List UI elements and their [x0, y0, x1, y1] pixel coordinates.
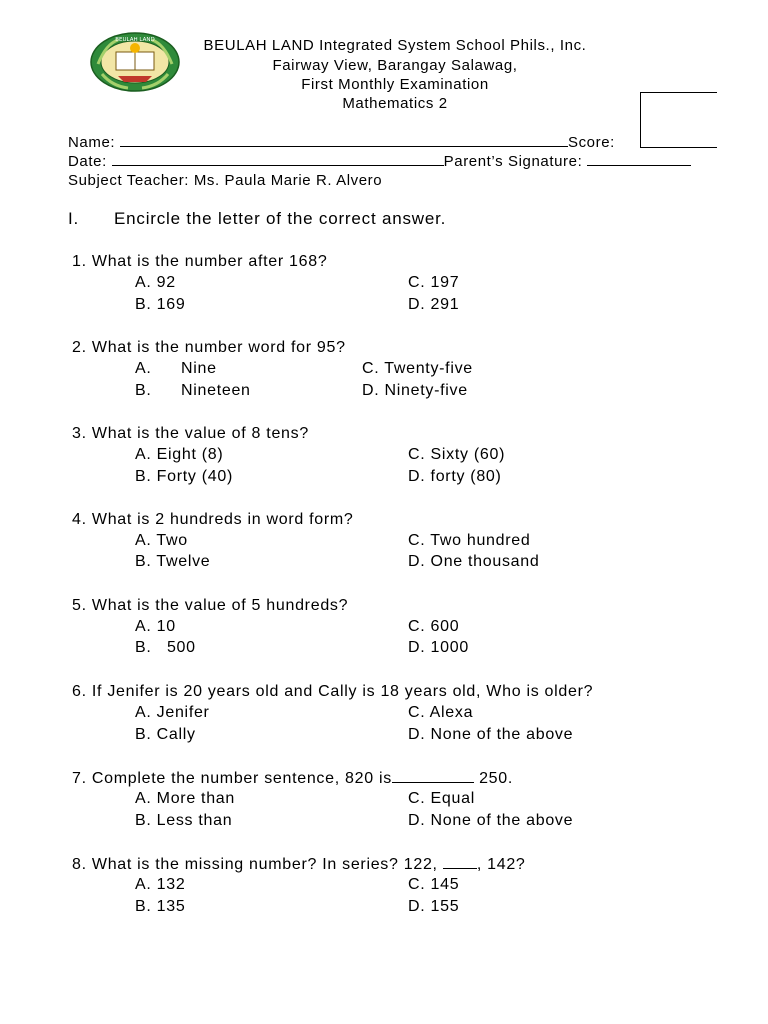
- question-8: [72, 855, 526, 874]
- q1-option-c[interactable]: C. 197: [408, 274, 460, 291]
- q5-option-a[interactable]: A. 10: [135, 618, 176, 635]
- question-5: 5. What is the value of 5 hundreds?: [72, 597, 349, 614]
- school-name: BEULAH LAND Integrated System School Phils., Inc.: [203, 37, 587, 54]
- question-8-text-start: 8. What is the missing number? In series? 122,: [72, 856, 443, 873]
- q7-option-a[interactable]: A. More than: [135, 790, 236, 807]
- q2-option-d[interactable]: D. Ninety-five: [362, 382, 468, 399]
- q4-option-a[interactable]: A. Two: [135, 532, 188, 549]
- question-8-text-end: , 142?: [476, 856, 526, 873]
- question-6: 6. If Jenifer is 20 years old and Cally is 18 years old, Who is older?: [72, 683, 594, 700]
- subject-teacher: Subject Teacher: Ms. Paula Marie R. Alvero: [68, 172, 383, 189]
- question-3: 3. What is the value of 8 tens?: [72, 425, 309, 442]
- svg-text:BEULAH LAND: BEULAH LAND: [115, 37, 155, 43]
- date-field[interactable]: [112, 153, 444, 166]
- exam-title: First Monthly Examination: [301, 76, 489, 93]
- question-2: 2. What is the number word for 95?: [72, 339, 346, 356]
- q1-option-d[interactable]: D. 291: [408, 296, 460, 313]
- q4-option-d[interactable]: D. One thousand: [408, 553, 540, 570]
- q4-option-b[interactable]: B. Twelve: [135, 553, 211, 570]
- subject-title: Mathematics 2: [342, 95, 448, 112]
- q4-option-c[interactable]: C. Two hundred: [408, 532, 531, 549]
- q7-option-c[interactable]: C. Equal: [408, 790, 475, 807]
- q2-option-a-text[interactable]: Nine: [181, 360, 217, 377]
- question-7-text-start: 7. Complete the number sentence, 820 is: [72, 770, 392, 787]
- school-address: Fairway View, Barangay Salawag,: [272, 57, 518, 74]
- q2-option-b-text[interactable]: Nineteen: [181, 382, 251, 399]
- question-7: [72, 769, 513, 788]
- q2-option-a-letter[interactable]: A.: [135, 360, 152, 377]
- date-row: [68, 153, 691, 170]
- q6-option-b[interactable]: B. Cally: [135, 726, 196, 743]
- section-instruction: Encircle the letter of the correct answer.: [114, 209, 447, 228]
- q1-option-b[interactable]: B. 169: [135, 296, 186, 313]
- q1-option-a[interactable]: A. 92: [135, 274, 176, 291]
- q2-option-c[interactable]: C. Twenty-five: [362, 360, 473, 377]
- q3-option-d[interactable]: D. forty (80): [408, 468, 502, 485]
- q8-option-b[interactable]: B. 135: [135, 898, 186, 915]
- q3-option-c[interactable]: C. Sixty (60): [408, 446, 506, 463]
- question-7-text-end: 250.: [473, 770, 514, 787]
- q5-option-c[interactable]: C. 600: [408, 618, 460, 635]
- q3-option-b[interactable]: B. Forty (40): [135, 468, 234, 485]
- q6-option-a[interactable]: A. Jenifer: [135, 704, 210, 721]
- name-field[interactable]: [120, 134, 568, 147]
- name-label: Name:: [68, 134, 116, 151]
- school-logo: [88, 30, 182, 94]
- q3-option-a[interactable]: A. Eight (8): [135, 446, 224, 463]
- q5-option-b[interactable]: B. 500: [135, 639, 196, 656]
- question-8-blank[interactable]: [443, 855, 477, 869]
- q8-option-d[interactable]: D. 155: [408, 898, 460, 915]
- parent-signature-field[interactable]: [587, 153, 691, 166]
- score-label: Score:: [567, 134, 615, 151]
- q8-option-c[interactable]: C. 145: [408, 876, 460, 893]
- parent-signature-label: Parent’s Signature:: [443, 153, 583, 170]
- q5-option-d[interactable]: D. 1000: [408, 639, 469, 656]
- q2-option-b-letter[interactable]: B.: [135, 382, 152, 399]
- name-row: [68, 134, 615, 151]
- q7-option-b[interactable]: B. Less than: [135, 812, 233, 829]
- section-number: I.: [68, 209, 80, 228]
- date-label: Date:: [68, 153, 107, 170]
- question-1: 1. What is the number after 168?: [72, 253, 328, 270]
- score-box[interactable]: [640, 92, 717, 148]
- q6-option-d[interactable]: D. None of the above: [408, 726, 574, 743]
- question-4: 4. What is 2 hundreds in word form?: [72, 511, 354, 528]
- q7-option-d[interactable]: D. None of the above: [408, 812, 574, 829]
- question-7-blank[interactable]: [392, 769, 474, 783]
- q6-option-c[interactable]: C. Alexa: [408, 704, 474, 721]
- q8-option-a[interactable]: A. 132: [135, 876, 186, 893]
